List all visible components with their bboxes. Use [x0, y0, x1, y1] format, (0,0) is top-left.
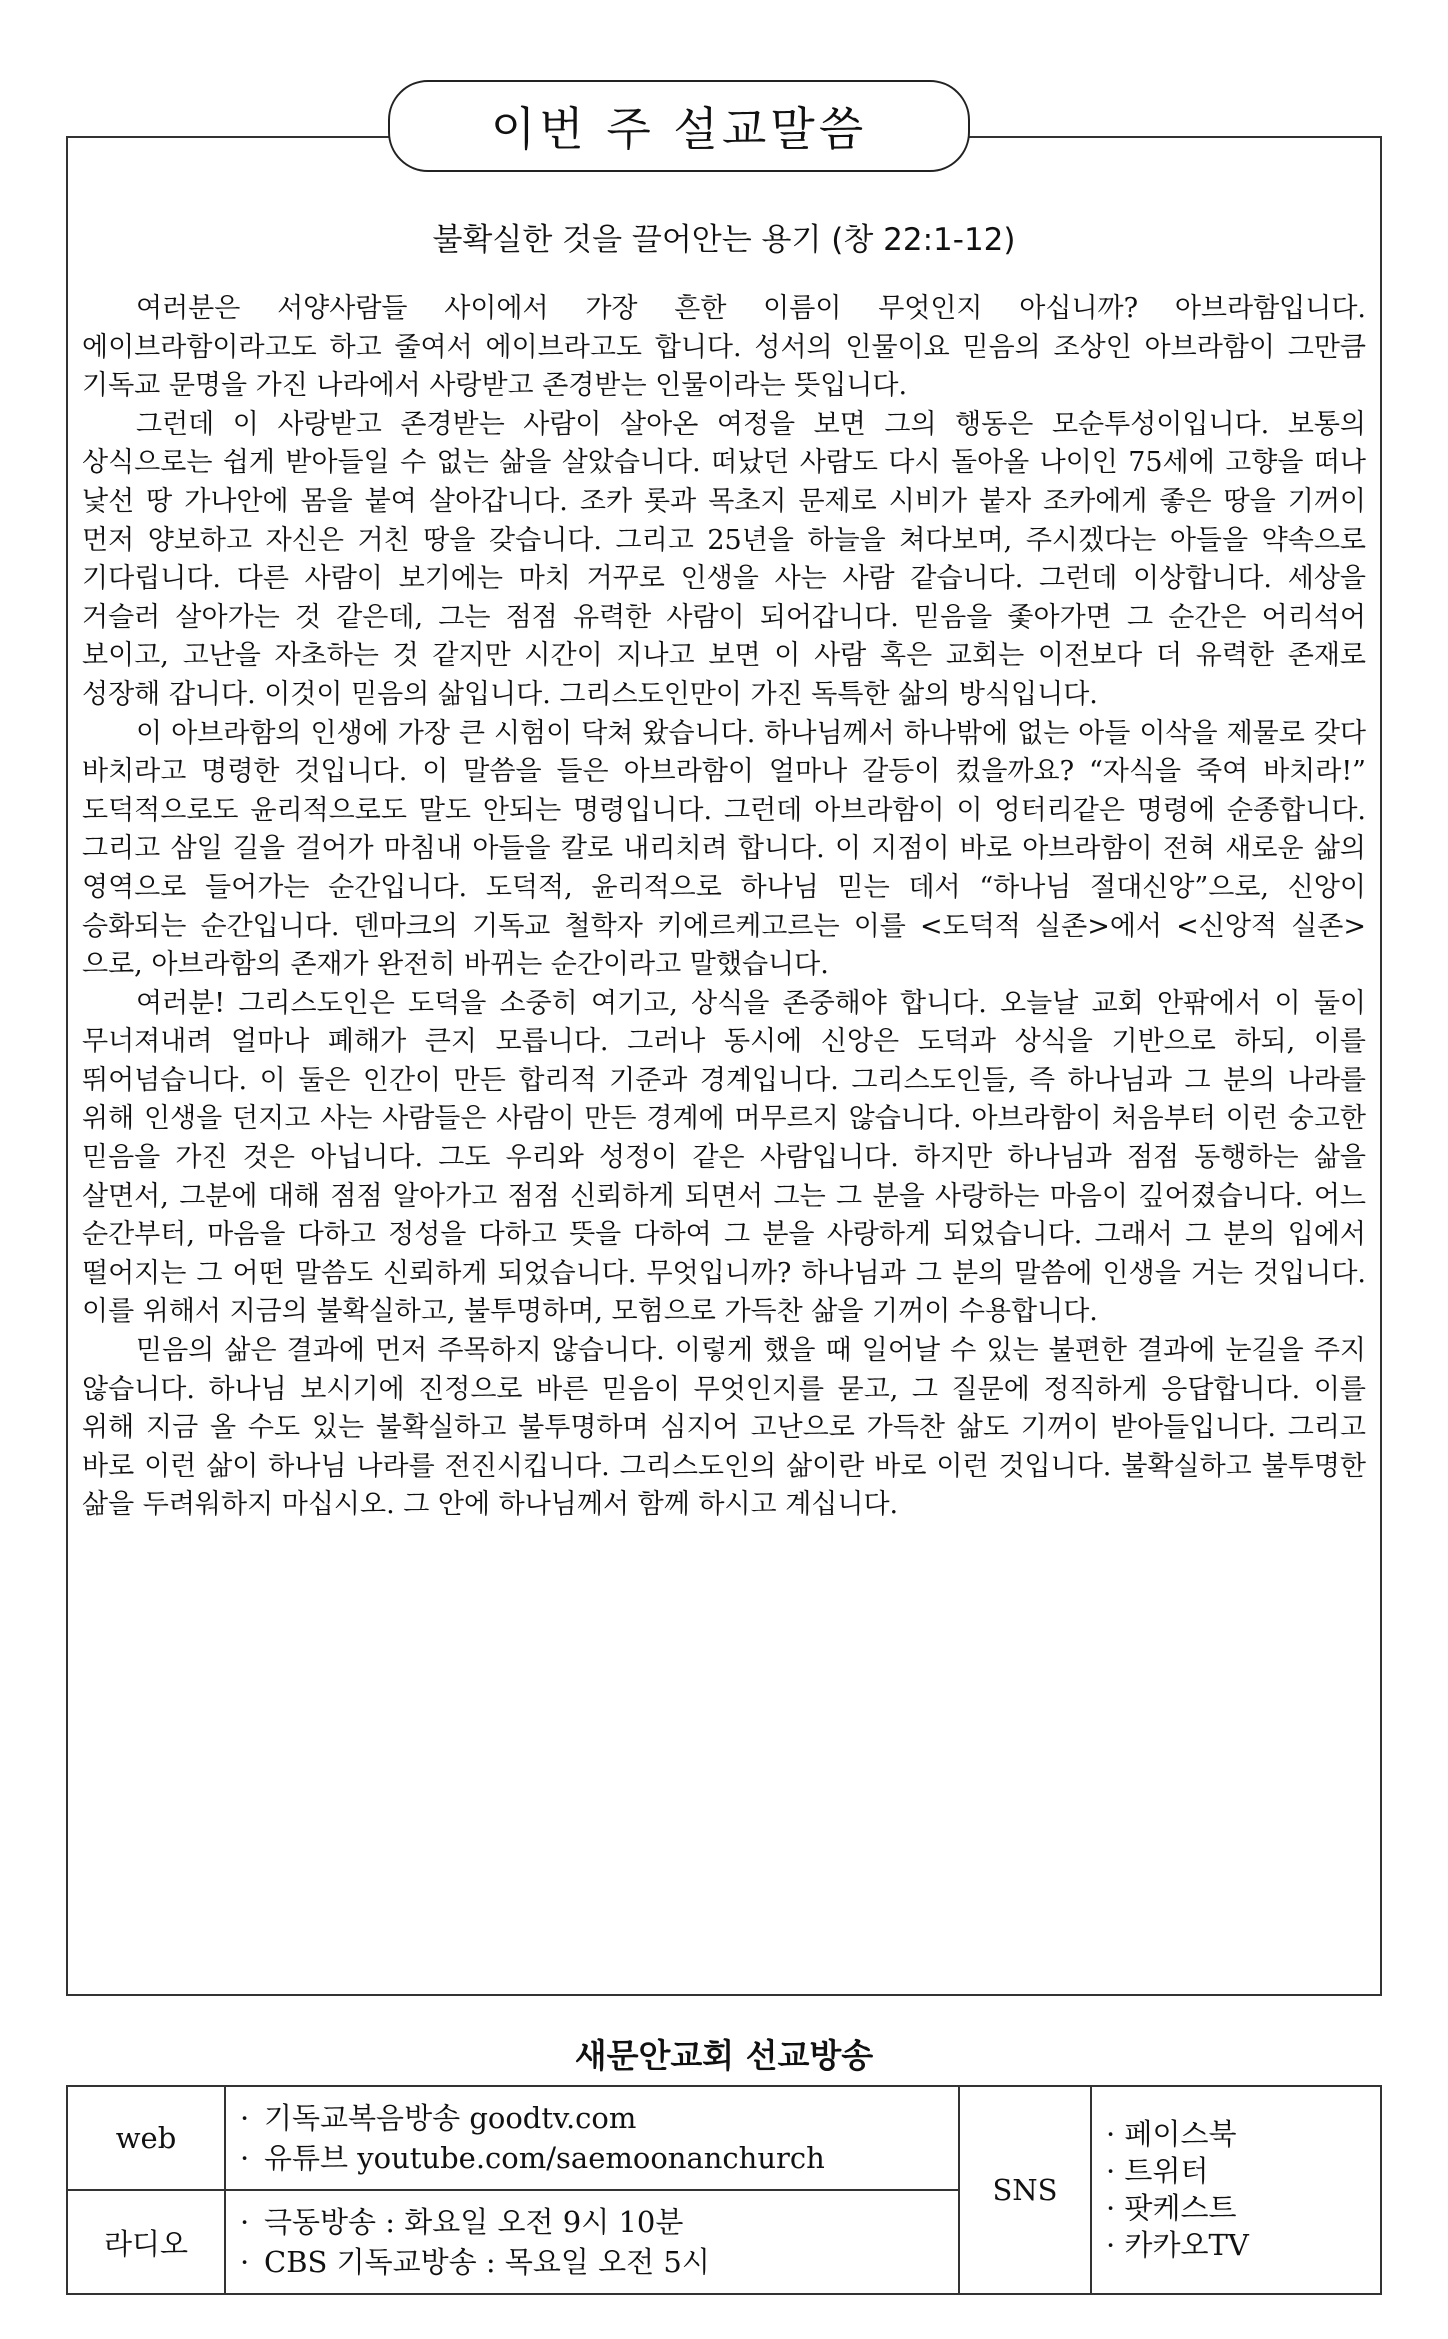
- list-item: [240, 2202, 944, 2242]
- list-item: [240, 2098, 944, 2138]
- broadcast-table: [66, 2085, 1382, 2295]
- bullet: ·: [240, 2101, 250, 2135]
- bullet: ·: [240, 2205, 250, 2239]
- sns-label: SNS: [959, 2086, 1091, 2294]
- radio-label: 라디오: [67, 2190, 225, 2294]
- sns-item-twitter: · 트위터: [1106, 2154, 1209, 2188]
- list-item: [240, 2242, 944, 2282]
- bullet: ·: [240, 2245, 250, 2279]
- sermon-paragraph: 여러분! 그리스도인은 도덕을 소중히 여기고, 상식을 존중해야 합니다. 오늘날 교회 안팎에서 이 둘이 무너져내려 얼마나 폐해가 큰지 모릅니다. 그러나 동시에 신앙은 도덕과 상식을 기반으로 하되, 이를 뛰어넘습니다. 이 둘은 인간이 만든 합리적 기준과 경계입니다. 그리스도인들, 즉 하나님과 그 분의 나라를 위해 인생을 던지고 사는 사람들은 사람이 만든 경계에 머무르지 않습니다. 아브라함이 처음부터 이런 숭고한 믿음을 가진 것은 아닙니다. 그도 우리와 성정이 같은 사람입니다. 하지만 하나님과 점점 동행하는 삶을 살면서, 그분에 대해 점점 알아가고 점점 신뢰하게 되면서 그는 그 분을 사랑하는 마음이 깊어졌습니다. 어느 순간부터, 마음을 다하고 정성을 다하고 뜻을 다하여 그 분을 사랑하게 되었습니다. 그래서 그 분의 입에서 떨어지는 그 어떤 말씀도 신뢰하게 되었습니다. 무엇입니까? 하나님과 그 분의 말씀에 인생을 거는 것입니다. 이를 위해서 지금의 불확실하고, 불투명하며, 모험으로 가득찬 삶을 기꺼이 수용합니다.: [82, 987, 1366, 1328]
- sermon-body: [82, 290, 1366, 1525]
- sermon-paragraph: 그런데 이 사랑받고 존경받는 사람이 살아온 여정을 보면 그의 행동은 모순투성이입니다. 보통의 상식으로는 쉽게 받아들일 수 없는 삶을 살았습니다. 떠났던 사람도 다시 돌아올 나이인 75세에 고향을 떠나 낯선 땅 가나안에 몸을 붙여 살아갑니다. 조카 롯과 목초지 문제로 시비가 붙자 조카에게 좋은 땅을 기꺼이 먼저 양보하고 자신은 거친 땅을 갖습니다. 그리고 25년을 하늘을 쳐다보며, 주시겠다는 아들을 약속으로 기다립니다. 다른 사람이 보기에는 마치 거꾸로 인생을 사는 사람 같습니다. 그런데 이상합니다. 세상을 거슬러 살아가는 것 같은데, 그는 점점 유력한 사람이 되어갑니다. 믿음을 좇아가면 그 순간은 어리석어 보이고, 고난을 자초하는 것 같지만 시간이 지나고 보면 이 사람 혹은 교회는 이전보다 더 유력한 존재로 성장해 갑니다. 이것이 믿음의 삶입니다. 그리스도인만이 가진 독특한 삶의 방식입니다.: [82, 408, 1366, 710]
- sermon-paragraph: 이 아브라함의 인생에 가장 큰 시험이 닥쳐 왔습니다. 하나님께서 하나밖에 없는 아들 이삭을 제물로 갖다 바치라고 명령한 것입니다. 이 말씀을 들은 아브라함이 얼마나 갈등이 컸을까요? “자식을 죽여 바치라!” 도덕적으로도 윤리적으로도 말도 안되는 명령입니다. 그런데 아브라함이 이 엉터리같은 명령에 순종합니다. 그리고 삼일 길을 걸어가 마침내 아들을 칼로 내리치려 합니다. 이 지점이 바로 아브라함이 전혀 새로운 삶의 영역으로 들어가는 순간입니다. 도덕적, 윤리적으로 하나님 믿는 데서 “하나님 절대신앙”으로, 신앙이 승화되는 순간입니다. 덴마크의 기독교 철학자 키에르케고르는 이를 <도덕적 실존>에서 <신앙적 실존>으로, 아브라함의 존재가 완전히 바뀌는 순간이라고 말했습니다.: [82, 717, 1366, 981]
- list-item: [240, 2138, 944, 2178]
- sns-item-facebook: · 페이스북: [1106, 2117, 1237, 2151]
- bullet: ·: [240, 2141, 250, 2175]
- sns-item-kakaotv: · 카카오TV: [1106, 2228, 1249, 2262]
- web-cell: [225, 2086, 959, 2190]
- sermon-paragraph: 여러분은 서양사람들 사이에서 가장 흔한 이름이 무엇인지 아십니까? 아브라함입니다. 에이브라함이라고도 하고 줄여서 에이브라고도 합니다. 성서의 인물이요 믿음의 조상인 아브라함이 그만큼 기독교 문명을 가진 나라에서 사랑받고 존경받는 인물이라는 뜻입니다.: [82, 293, 1366, 402]
- radio-item-cbs: CBS 기독교방송 : 목요일 오전 5시: [264, 2245, 710, 2279]
- sermon-title: 불확실한 것을 끌어안는 용기 (창 22:1-12): [432, 222, 1016, 258]
- web-label: web: [67, 2086, 225, 2190]
- radio-cell: [225, 2190, 959, 2294]
- sns-item-podcast: · 팟케스트: [1106, 2191, 1237, 2225]
- sermon-paragraph: 믿음의 삶은 결과에 먼저 주목하지 않습니다. 이렇게 했을 때 일어날 수 있는 불편한 결과에 눈길을 주지 않습니다. 하나님 보시기에 진정으로 바른 믿음이 무엇인지를 묻고, 그 질문에 정직하게 응답합니다. 이를 위해 지금 올 수도 있는 불확실하고 불투명하며 심지어 고난으로 가득찬 삶도 기꺼이 받아들입니다. 그리고 바로 이런 삶이 하나님 나라를 전진시킵니다. 그리스도인의 삶이란 바로 이런 것입니다. 불확실하고 불투명한 삶을 두려워하지 마십시오. 그 안에 하나님께서 함께 하시고 계십니다.: [82, 1335, 1366, 1521]
- table-row: [67, 2086, 1381, 2190]
- broadcast-title: 새문안교회 선교방송: [574, 2036, 874, 2075]
- section-title-box: [388, 80, 970, 172]
- section-title: 이번 주 설교말씀: [490, 102, 868, 156]
- radio-item-febc: 극동방송 : 화요일 오전 9시 10분: [264, 2205, 684, 2239]
- sns-cell: [1091, 2086, 1381, 2294]
- web-item-youtube: 유튜브 youtube.com/saemoonanchurch: [264, 2141, 825, 2175]
- web-item-goodtv: 기독교복음방송 goodtv.com: [264, 2101, 637, 2135]
